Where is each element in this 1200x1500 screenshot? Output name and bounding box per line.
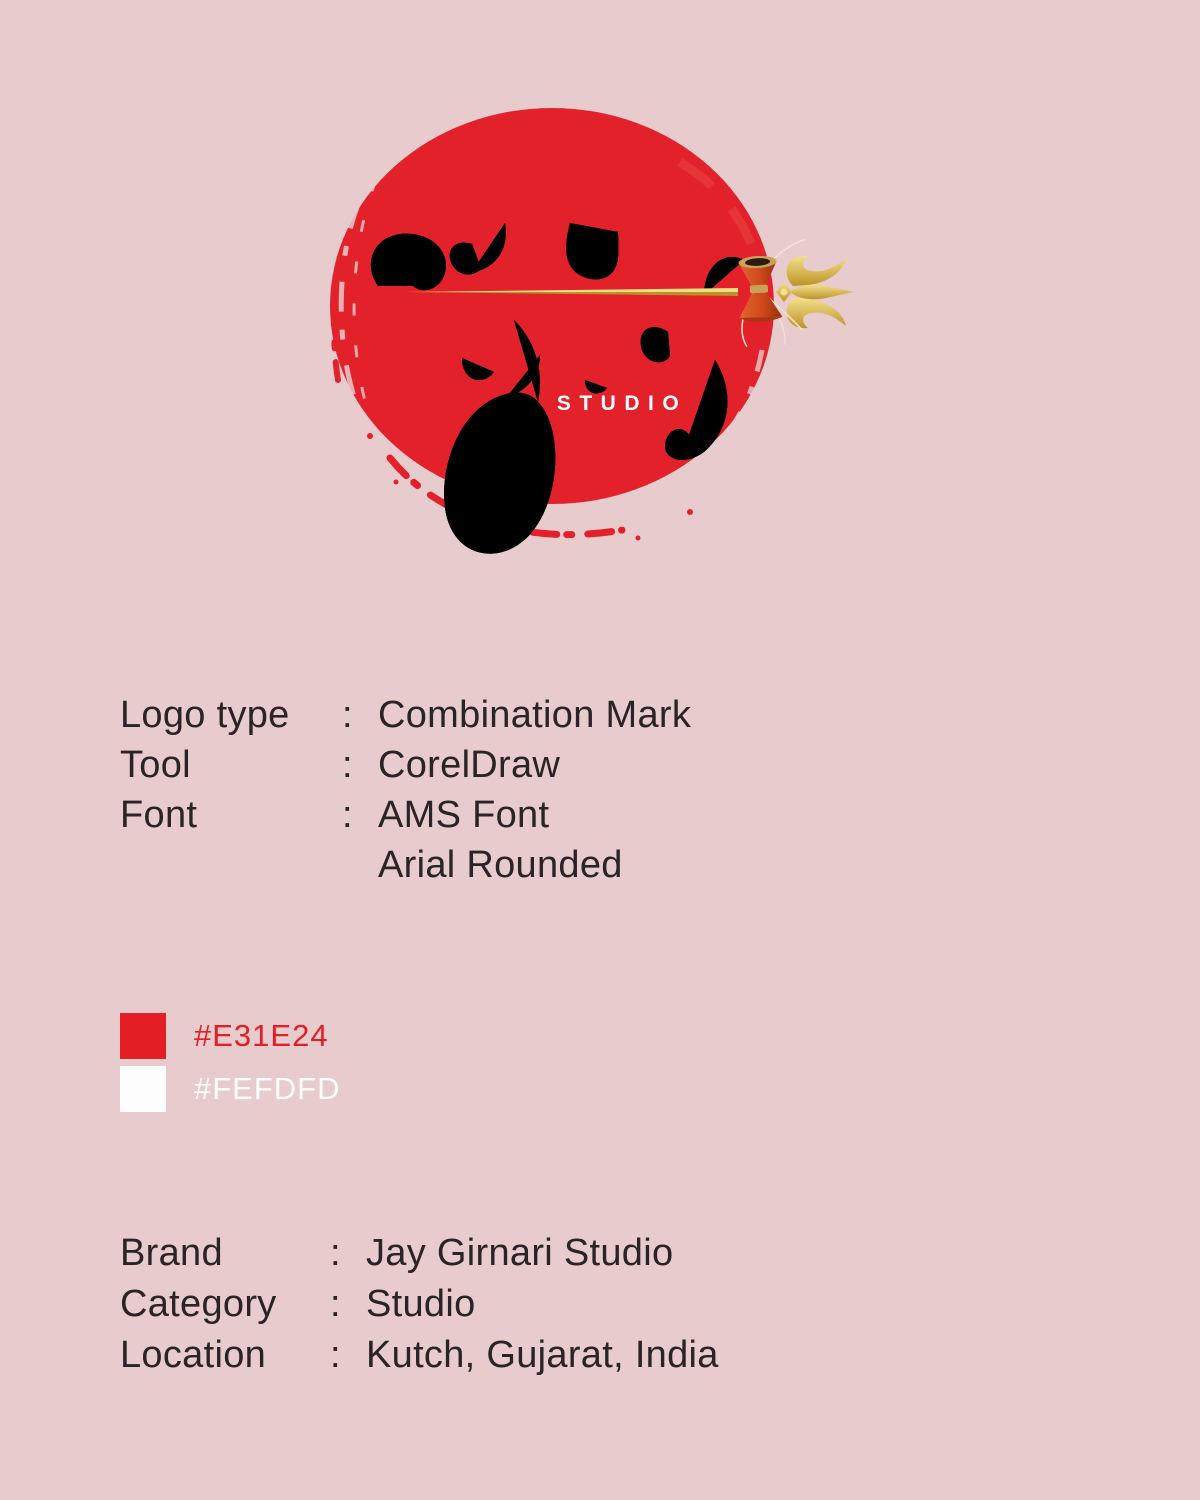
spec-label bbox=[120, 840, 342, 890]
spec-separator: : bbox=[342, 694, 353, 736]
palette-row-primary bbox=[120, 1013, 341, 1059]
spec-row-tool bbox=[120, 740, 691, 790]
spec-row-font-2 bbox=[120, 840, 691, 890]
brand-label: Brand bbox=[120, 1232, 223, 1274]
logo-area bbox=[300, 80, 900, 640]
brand-value: Studio bbox=[366, 1283, 476, 1325]
spec-value: Arial Rounded bbox=[378, 844, 623, 886]
color-swatch-white bbox=[120, 1066, 166, 1112]
spec-value: Combination Mark bbox=[378, 694, 692, 736]
spec-label: Tool bbox=[120, 744, 191, 786]
brand-row-name bbox=[120, 1228, 719, 1279]
jay-girnari-logo bbox=[300, 80, 900, 640]
brand-separator: : bbox=[330, 1283, 341, 1325]
spec-label: Font bbox=[120, 794, 198, 836]
logo-specs bbox=[120, 690, 691, 890]
brand-value: Jay Girnari Studio bbox=[366, 1232, 674, 1274]
spec-separator: : bbox=[342, 794, 353, 836]
spec-separator: : bbox=[342, 744, 353, 786]
brand-value: Kutch, Gujarat, India bbox=[366, 1334, 719, 1376]
color-hex-label: #FEFDFD bbox=[194, 1071, 341, 1106]
brand-info bbox=[120, 1228, 719, 1381]
palette-row-secondary bbox=[120, 1066, 341, 1112]
color-palette bbox=[120, 1013, 341, 1119]
spec-row-logo-type bbox=[120, 690, 691, 740]
color-swatch-red bbox=[120, 1013, 166, 1059]
brand-separator: : bbox=[330, 1334, 341, 1376]
color-hex-label: #E31E24 bbox=[194, 1018, 329, 1053]
brand-row-category bbox=[120, 1279, 719, 1330]
brand-label: Category bbox=[120, 1283, 277, 1325]
spec-row-font bbox=[120, 790, 691, 840]
brand-label: Location bbox=[120, 1334, 267, 1376]
brand-row-location bbox=[120, 1330, 719, 1381]
brand-separator: : bbox=[330, 1232, 341, 1274]
logo-studio-text: STUDIO bbox=[556, 392, 688, 415]
spec-value: CorelDraw bbox=[378, 744, 561, 786]
spec-label: Logo type bbox=[120, 694, 290, 736]
spec-separator bbox=[342, 840, 378, 890]
spec-value: AMS Font bbox=[378, 794, 550, 836]
